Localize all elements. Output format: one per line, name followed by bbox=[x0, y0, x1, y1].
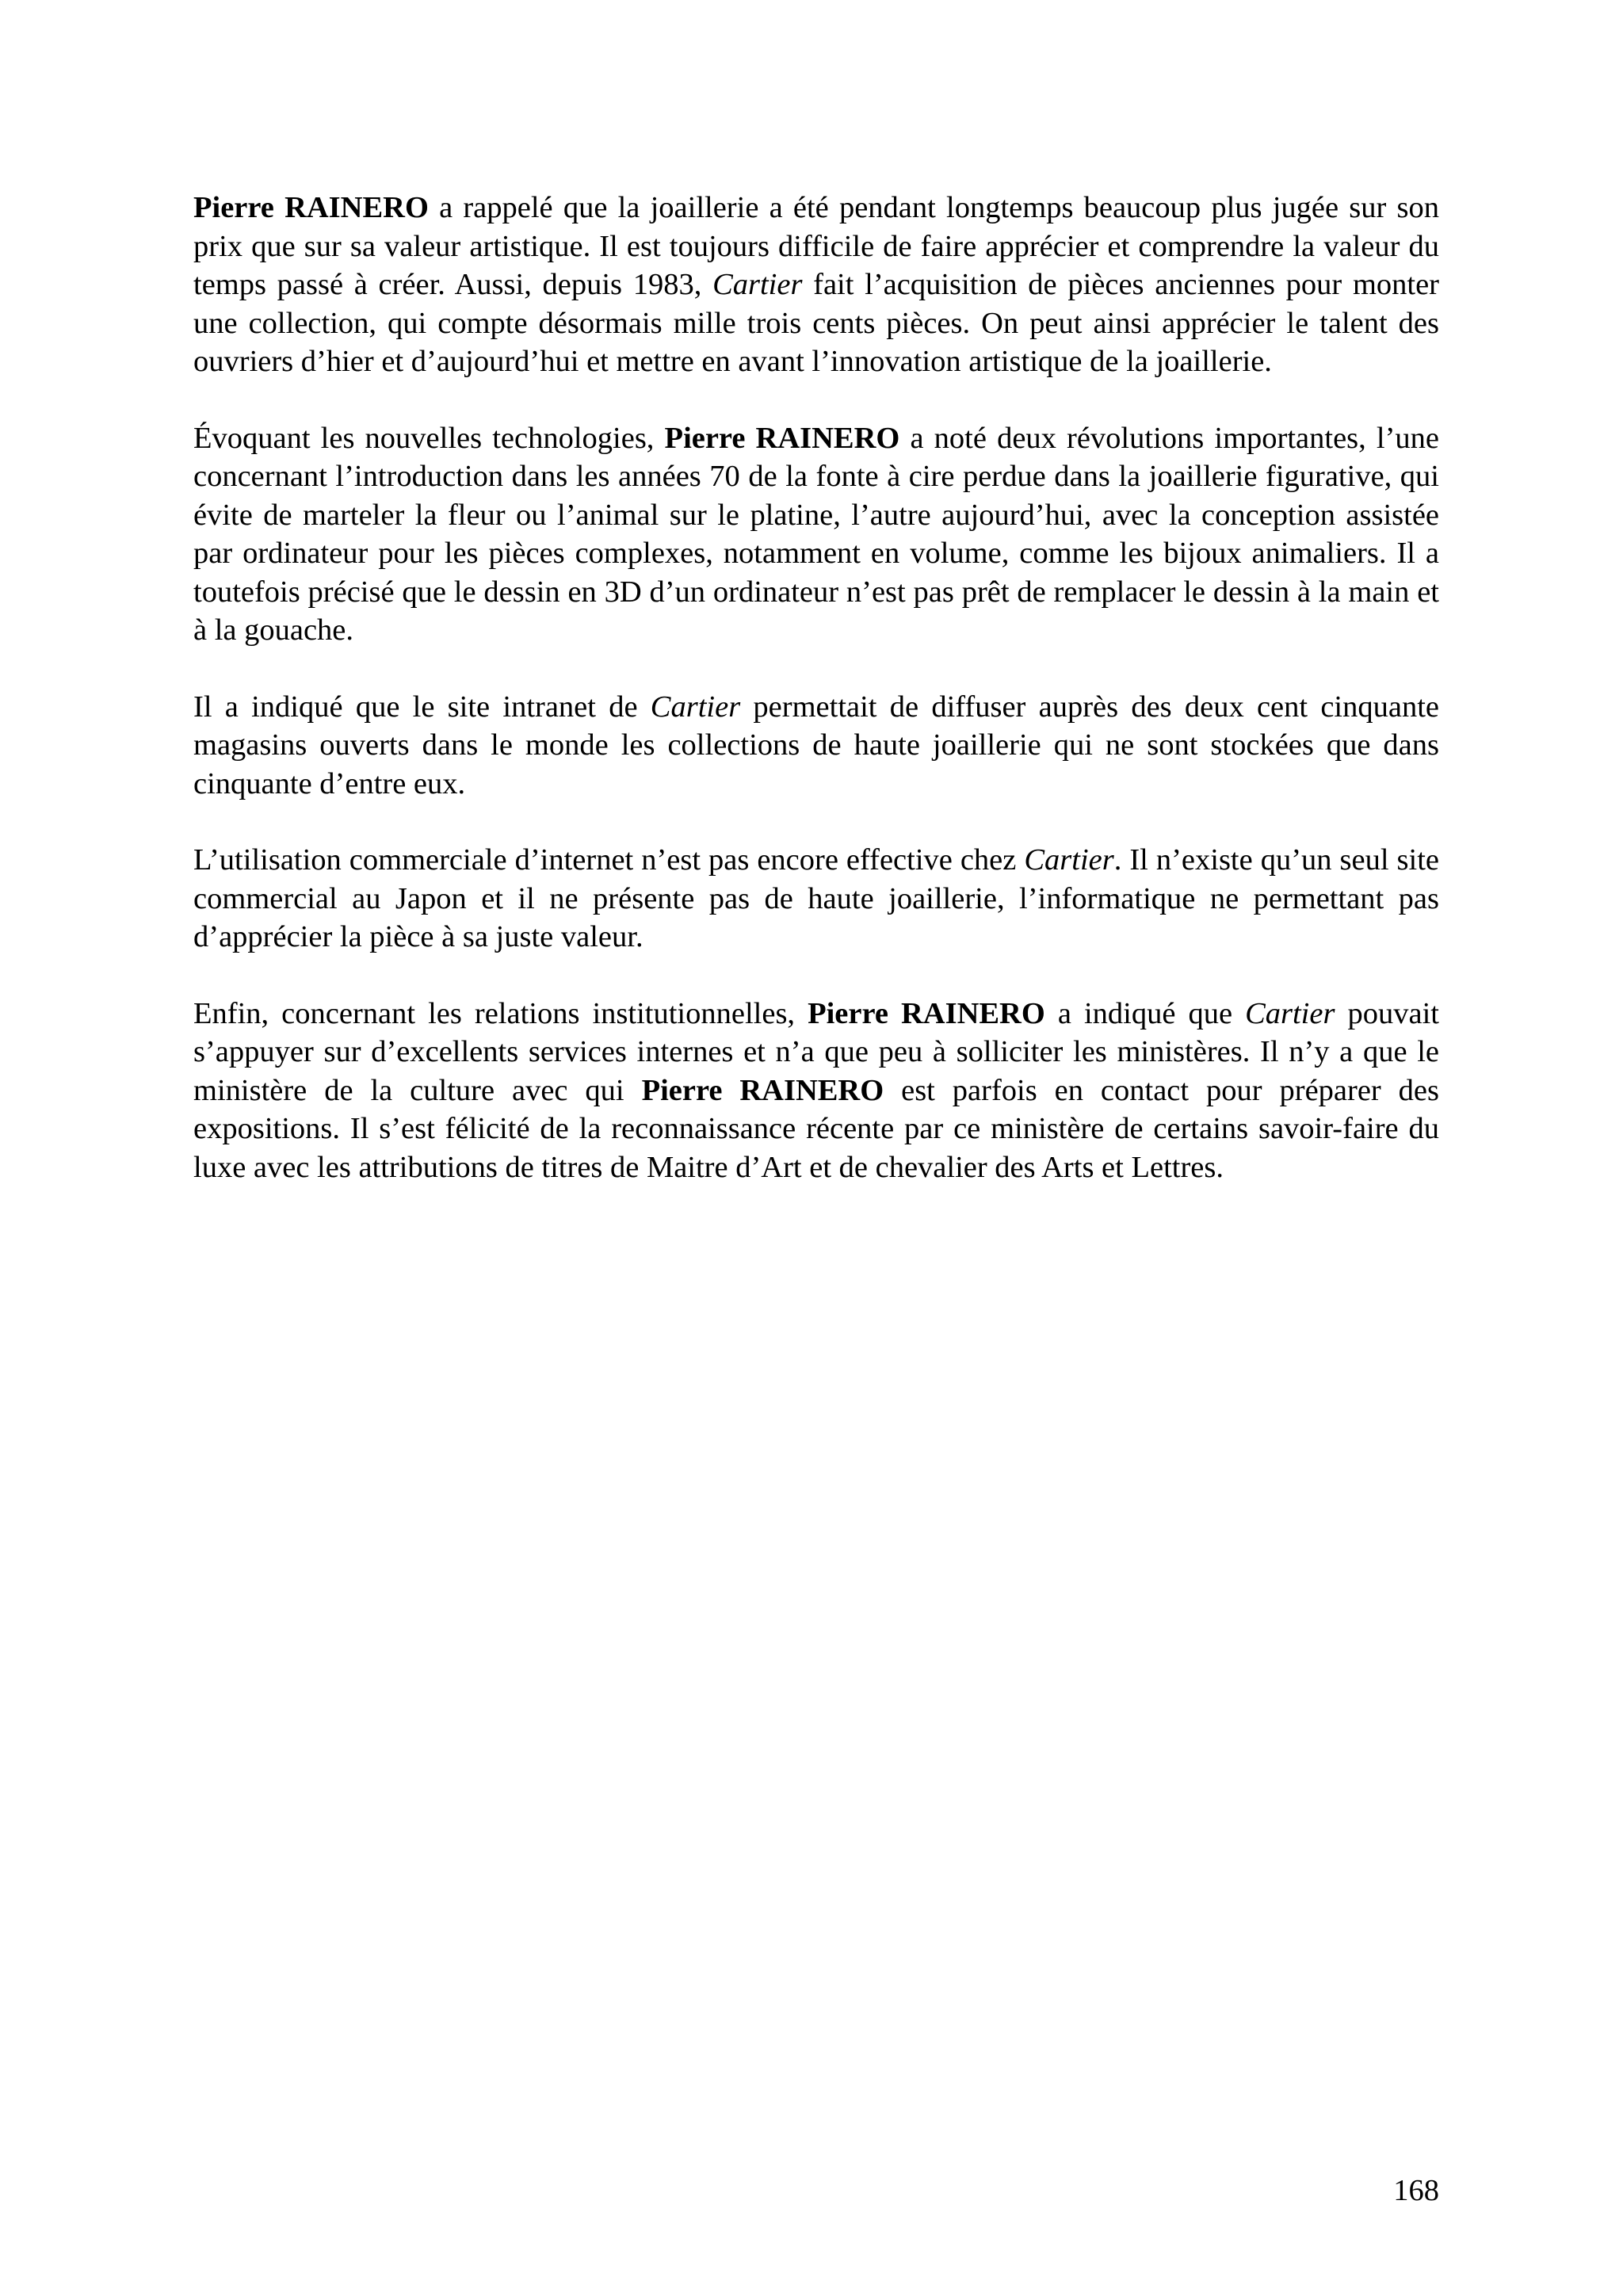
company-name: Cartier bbox=[1245, 996, 1335, 1030]
body-text bbox=[193, 189, 1439, 1224]
paragraph-text: a rappelé que la joaillerie a été pendant longtemps beaucoup plus jugée sur son prix que sur sa valeur artistique. Il est toujours difficile de faire apprécier et comprendre la valeur du temps passé à créer. Aussi, depuis 1983, bbox=[193, 191, 1439, 301]
paragraph-4 bbox=[193, 841, 1439, 957]
paragraph-text: Évoquant les nouvelles technologies, bbox=[193, 421, 665, 455]
paragraph-text: Enfin, concernant les relations institutionnelles, bbox=[193, 996, 808, 1030]
paragraph-text: pouvait s’appuyer sur d’excellents services internes et n’a que peu à solliciter les ministères. Il n’y a que le ministère de la culture avec qui bbox=[193, 996, 1439, 1107]
paragraph-text: permettait de diffuser auprès des deux cent cinquante magasins ouverts dans le monde les collections de haute joaillerie qui ne sont stockées que dans cinquante d’entre eux. bbox=[193, 690, 1439, 800]
paragraph-text: Il a indiqué que le site intranet de bbox=[193, 690, 651, 724]
company-name: Cartier bbox=[712, 268, 803, 301]
speaker-name: Pierre RAINERO bbox=[193, 191, 429, 224]
paragraph-3 bbox=[193, 688, 1439, 804]
paragraph-text: fait l’acquisition de pièces anciennes pour monter une collection, qui compte désormais mille trois cents pièces. On peut ainsi apprécier le talent des ouvriers d’hier et d’aujourd’hui et mettre en avant l’innovation artistique de la joaillerie. bbox=[193, 268, 1439, 378]
company-name: Cartier bbox=[650, 690, 741, 724]
speaker-name: Pierre RAINERO bbox=[664, 421, 900, 455]
paragraph-text: a indiqué que bbox=[1044, 996, 1246, 1030]
paragraph-text: . Il n’existe qu’un seul site commercial au Japon et il ne présente pas de haute joaillerie, l’informatique ne permettant pas d’apprécier la pièce à sa juste valeur. bbox=[193, 843, 1439, 953]
company-name: Cartier bbox=[1024, 843, 1114, 877]
speaker-name: Pierre RAINERO bbox=[641, 1073, 884, 1107]
paragraph-text: a noté deux révolutions importantes, l’une concernant l’introduction dans les années 70 de la fonte à cire perdue dans la joaillerie figurative, qui évite de marteler la fleur ou l’animal sur le platine, l’autre aujourd’hui, avec la conception assistée par ordinateur pour les pièces complexes, notamment en volume, comme les bijoux animaliers. Il a toutefois précisé que le dessin en 3D d’un ordinateur n’est pas prêt de remplacer le dessin à la main et à la gouache. bbox=[193, 421, 1439, 647]
paragraph-text: est parfois en contact pour préparer des expositions. Il s’est félicité de la reconnaissance récente par ce ministère de certains savoir-faire du luxe avec les attributions de titres de Maitre d’Art et de chevalier des Arts et Lettres. bbox=[193, 1073, 1439, 1184]
page-number: 168 bbox=[1393, 2174, 1439, 2207]
paragraph-1 bbox=[193, 189, 1439, 381]
paragraph-5 bbox=[193, 995, 1439, 1187]
speaker-name: Pierre RAINERO bbox=[808, 996, 1045, 1030]
paragraph-2 bbox=[193, 419, 1439, 650]
paragraph-text: L’utilisation commerciale d’internet n’est pas encore effective chez bbox=[193, 843, 1025, 877]
